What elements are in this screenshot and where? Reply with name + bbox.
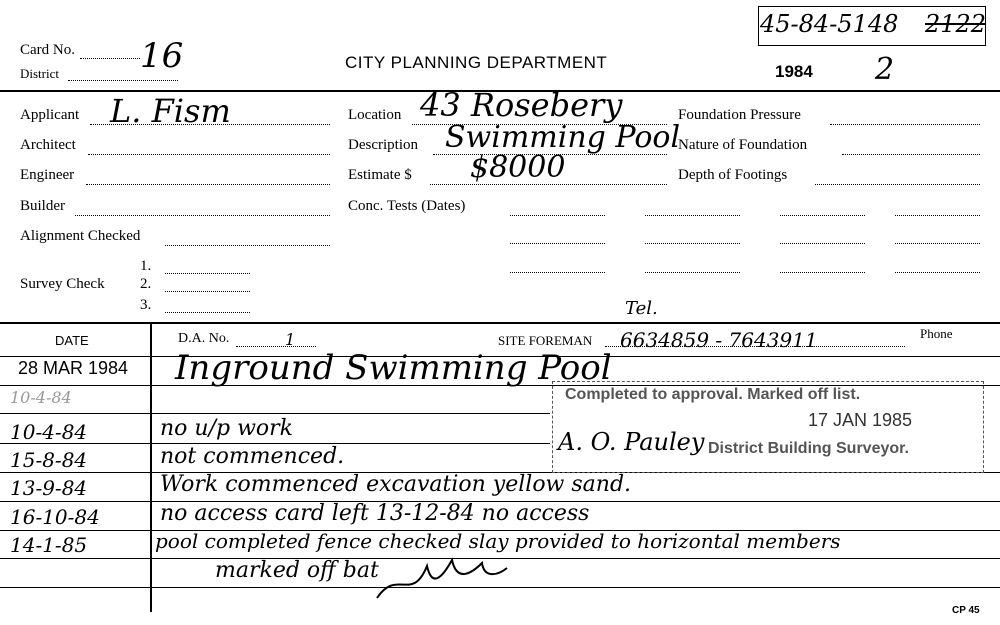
log-entry: no access card left 13-12-84 no access [160,501,590,526]
district-line [68,80,178,81]
survey-1-line [165,273,250,274]
log-rule-8 [0,587,1000,588]
log-entry: not commenced. [160,444,345,469]
foundation-pressure-label: Foundation Pressure [678,107,801,123]
da-label: D.A. No. [178,331,230,346]
card-no-label: Card No. [20,42,75,58]
survey-2: 2. [140,276,152,292]
log-date: 10-4-84 [10,388,72,407]
reference-number: 45-84-5148 [760,10,899,38]
foundation-pressure-line [830,124,980,125]
phone-label: Phone [920,326,953,341]
conc-tests-label: Conc. Tests (Dates) [348,198,466,214]
foreman-phone: 6634859 - 7643911 [620,328,818,352]
tel-note: Tel. [625,298,658,319]
form-code: CP 45 [952,605,980,616]
depth-footings-line [815,184,980,185]
log-rule-2 [0,413,550,414]
architect-label: Architect [20,137,76,153]
reference-box [758,6,986,46]
district-label: District [20,66,59,81]
completion-stamp [552,381,984,473]
log-date: 10-4-84 [10,420,88,444]
builder-line [75,215,330,216]
engineer-label: Engineer [20,167,75,183]
card-no-line [80,58,140,59]
log-entry: no u/p work [160,416,293,441]
department-title: CITY PLANNING DEPARTMENT [345,53,608,72]
stamp-line2: District Building Surveyor. [708,440,909,457]
log-date: 13-9-84 [10,476,88,500]
conc-line-1b [645,215,740,216]
conc-line-2b [645,243,740,244]
conc-line-2a [510,243,605,244]
da-line [236,346,316,347]
estimate-label: Estimate $ [348,167,412,183]
stamp-date: 17 JAN 1985 [808,410,913,430]
description-label: Description [348,137,418,153]
stamp-signature: A. O. Pauley [558,428,705,456]
survey-label: Survey Check [20,276,105,292]
architect-line [88,154,330,155]
survey-3: 3. [140,297,152,313]
nature-foundation-line [842,154,980,155]
card-no-value: 16 [140,36,184,76]
log-date: 28 MAR 1984 [18,358,129,378]
builder-label: Builder [20,198,65,214]
conc-line-2c [780,243,865,244]
stamp-line1: Completed to approval. Marked off list. [565,386,861,403]
conc-line-1c [780,215,865,216]
conc-line-2d [895,243,980,244]
conc-line-3a [510,272,605,273]
conc-line-1d [895,215,980,216]
log-date: 16-10-84 [10,505,100,529]
alignment-label: Alignment Checked [20,228,141,244]
site-foreman-label: SITE FOREMAN [498,333,593,348]
log-entry: marked off bat [215,558,379,583]
reference-struck: 2122 [925,10,987,38]
log-date: 14-1-85 [10,533,88,557]
da-value: 1 [285,330,296,349]
alignment-line [165,245,330,246]
conc-line-3c [780,272,865,273]
estimate-value: $8000 [470,150,566,185]
survey-3-line [165,312,250,313]
signature-scrawl [372,548,512,608]
year-note: 2 [875,52,895,87]
location-label: Location [348,107,402,123]
nature-foundation-label: Nature of Foundation [678,137,808,153]
conc-line-3b [645,272,740,273]
log-entry: pool completed fence checked slay provided to horizontal members [155,529,841,553]
survey-2-line [165,291,250,292]
description-value: Swimming Pool [445,120,681,155]
applicant-label: Applicant [20,107,80,123]
location-value: 43 Rosebery [420,86,623,124]
depth-footings-label: Depth of Footings [678,167,788,183]
applicant-value: L. Fism [110,92,231,130]
log-date: 15-8-84 [10,448,88,472]
engineer-line [86,184,330,185]
conc-line-1a [510,215,605,216]
log-entry: Work commenced excavation yellow sand. [160,472,632,497]
survey-1: 1. [140,258,152,274]
log-entry: Inground Swimming Pool [175,348,612,388]
date-header: DATE [55,333,89,348]
date-column-rule [150,322,152,612]
year: 1984 [775,62,813,81]
conc-line-3d [895,272,980,273]
